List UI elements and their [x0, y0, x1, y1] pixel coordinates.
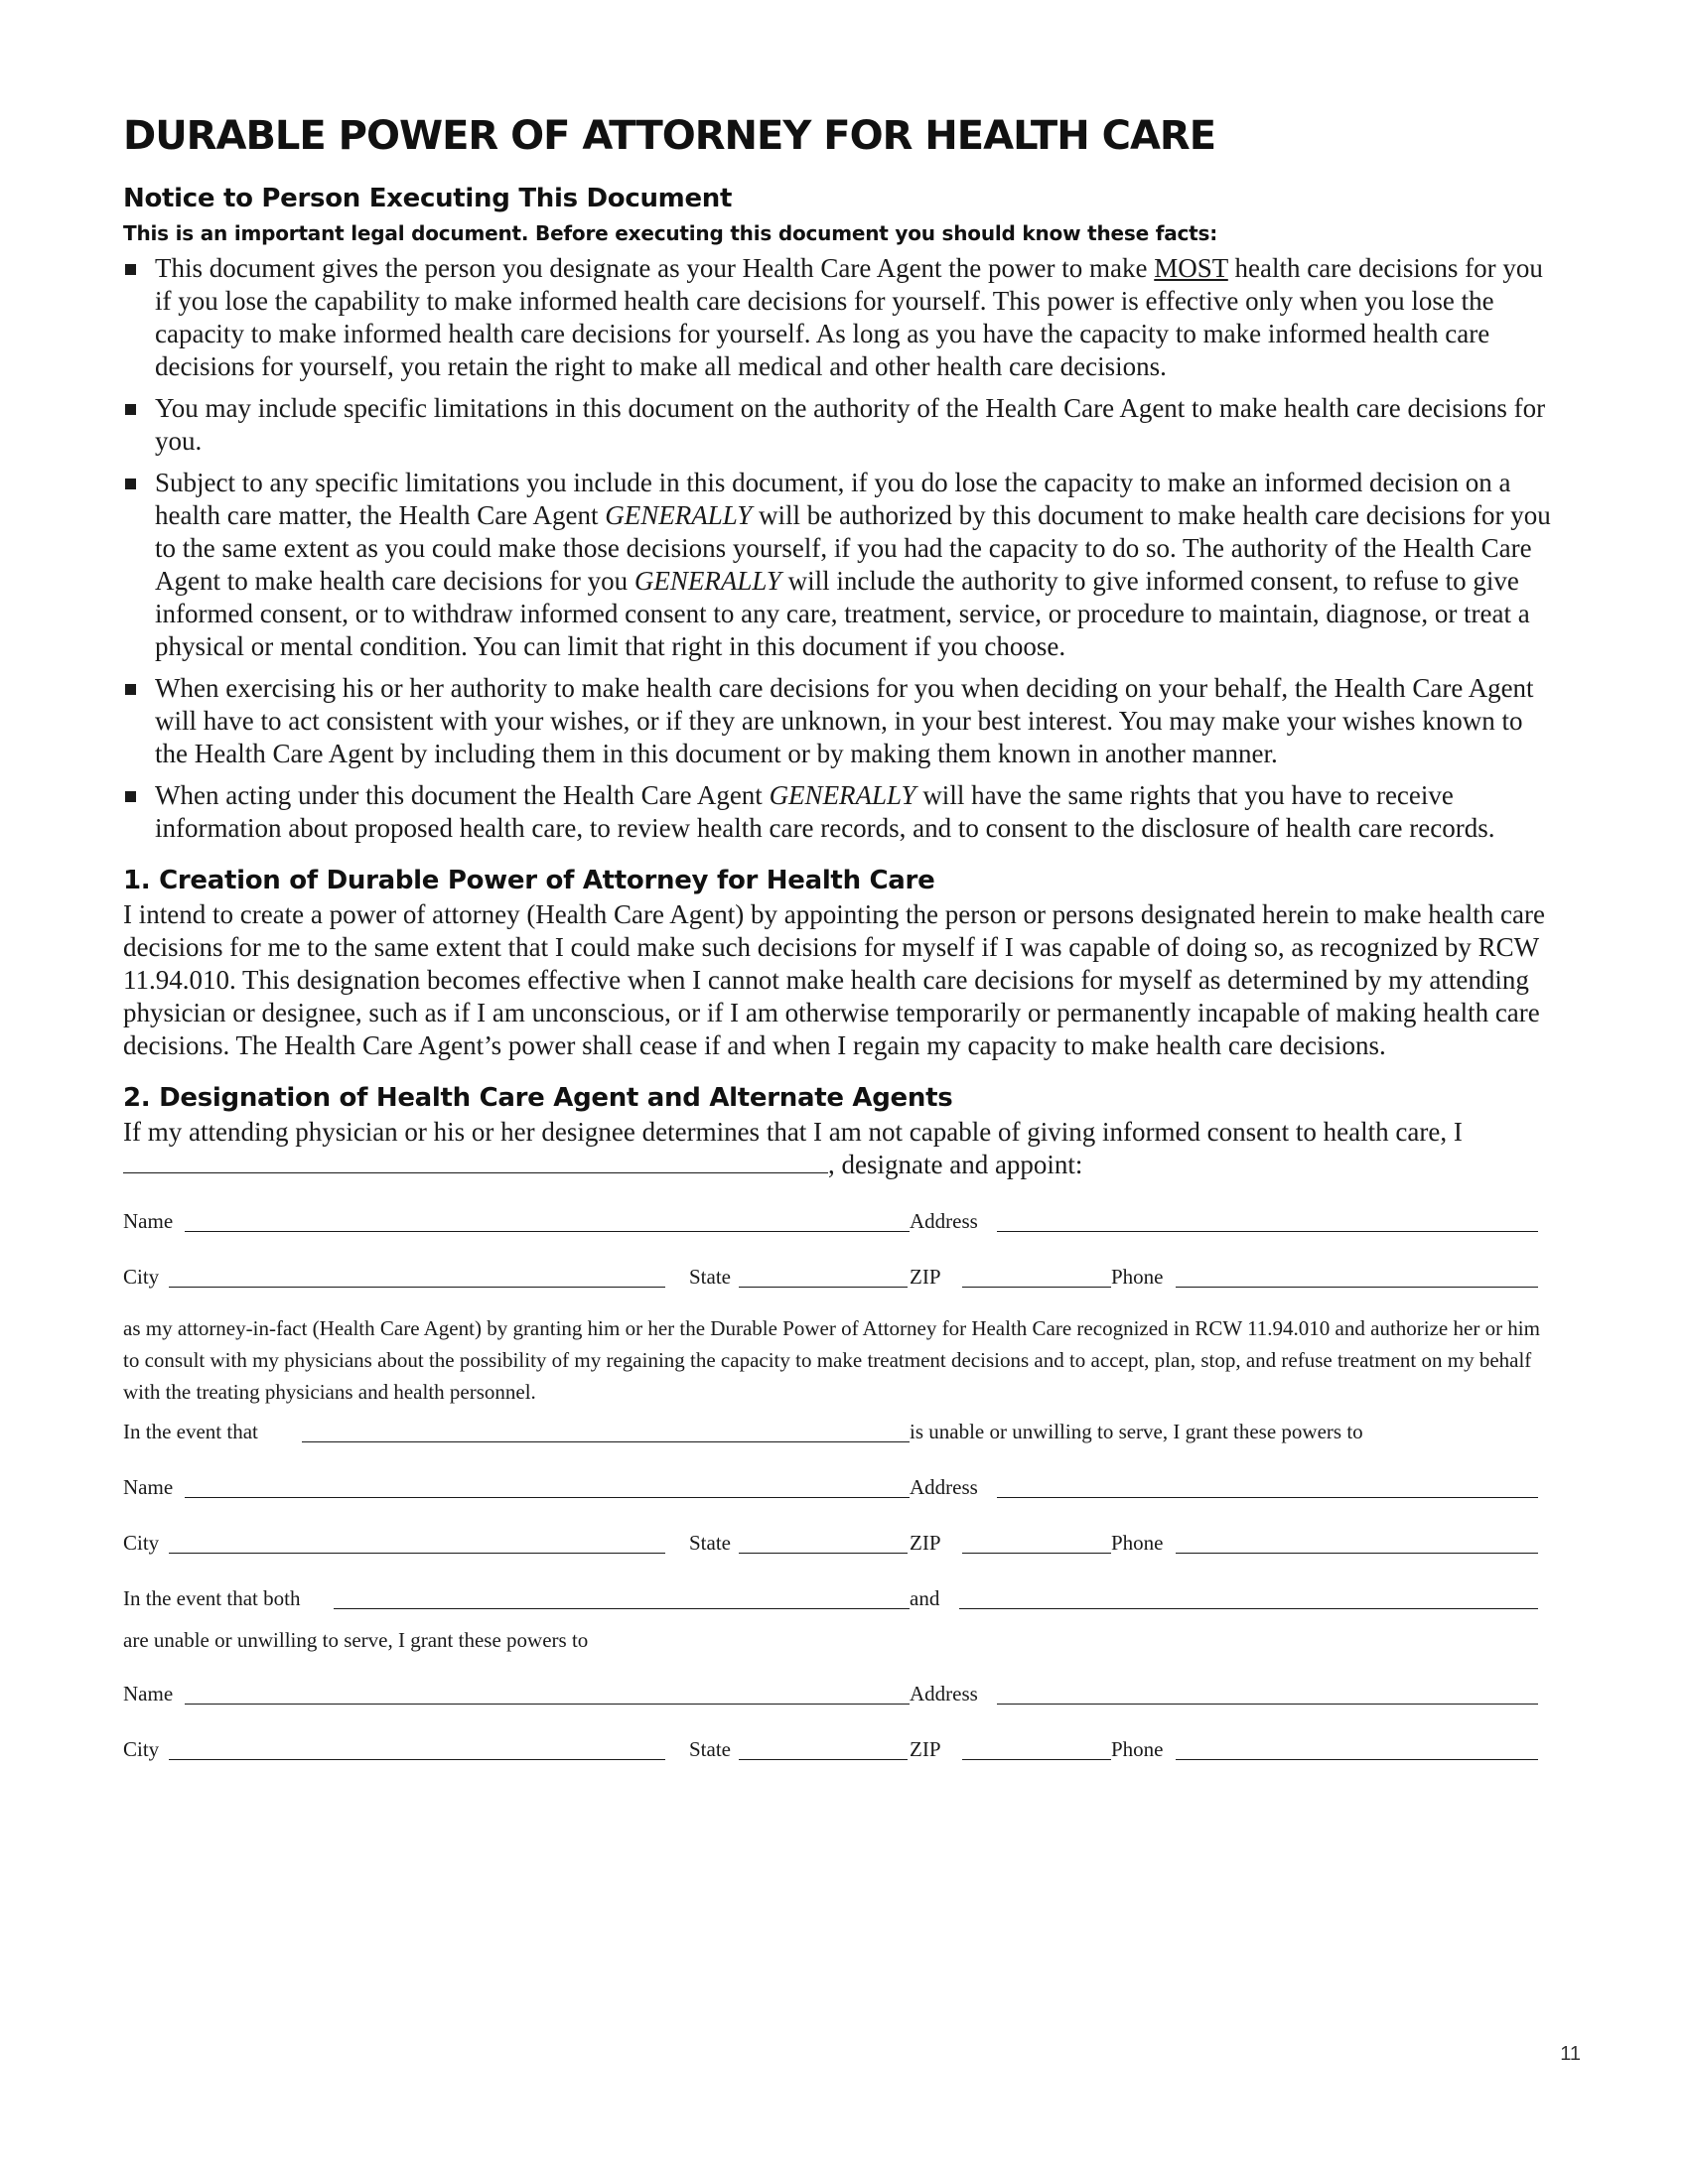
address-label: Address [910, 1209, 978, 1233]
section-2-text: If my attending physician or his or her designee determines that I am not capable of giving informed consent to health care, I , designate and appoint: [123, 1117, 1463, 1179]
address-label: Address [910, 1682, 978, 1706]
event-both-label: In the event that both [123, 1586, 301, 1610]
zip-label: ZIP [910, 1737, 941, 1761]
notice-bullet: This document gives the person you designate as your Health Care Agent the power to make MOST health care decisions for you if you lose the capability to make informed health care decisions for yourself. This power is effective only when you lose the capacity to make informed health care decisions for yourself. As long as you have the capacity to make informed health care decisions for yourself, you retain the right to make all medical and other health care decisions. [123, 252, 1553, 383]
bullet-square-icon [125, 684, 136, 695]
notice-bullet-list [123, 252, 1553, 845]
agent-2-address-field[interactable] [997, 1497, 1538, 1498]
agent-3-city-row [123, 1737, 1553, 1765]
notice-heading: Notice to Person Executing This Document [123, 184, 733, 213]
name-label: Name [123, 1475, 174, 1499]
primary-agent-name-field[interactable] [302, 1441, 910, 1442]
unable-plural-label: are unable or unwilling to serve, I grant these powers to [123, 1628, 589, 1652]
agent-1-address-field[interactable] [997, 1231, 1538, 1232]
notice-bullet: You may include specific limitations in this document on the authority of the Health Care Agent to make health care decisions for you. [123, 392, 1553, 458]
agent-2-city-field[interactable] [169, 1553, 665, 1554]
city-label: City [123, 1265, 160, 1289]
principal-name-field[interactable] [123, 1151, 828, 1173]
section-1-text: I intend to create a power of attorney (Health Care Agent) by appointing the person or persons designated herein to make health care decisions for me to the same extent that I could make such decisions for myself if I was capable of doing so, as recognized by RCW 11.94.010. This designation becomes effective when I cannot make health care decisions for myself as determined by my attending physician or designee, such as if I am unconscious, or if I am otherwise temporarily or permanently incapable of making health care decisions. The Health Care Agent’s power shall cease if and when I regain my capacity to make health care decisions. [123, 899, 1545, 1060]
bullet-square-icon [125, 404, 136, 415]
unable-plural-row [123, 1628, 1553, 1656]
unable-single-label: is unable or unwilling to serve, I grant these powers to [910, 1420, 1363, 1443]
agent-1-state-field[interactable] [739, 1287, 908, 1288]
bullet-square-icon [125, 478, 136, 489]
name-label: Name [123, 1682, 174, 1706]
name-label: Name [123, 1209, 174, 1233]
agent-3-name-field[interactable] [185, 1704, 910, 1705]
agent-1-city-field[interactable] [169, 1287, 665, 1288]
notice-intro: This is an important legal document. Before executing this document you should know these facts: [123, 221, 1218, 245]
phone-label: Phone [1111, 1265, 1164, 1289]
agent-3-phone-field[interactable] [1176, 1759, 1538, 1760]
alternate-1-event-row [123, 1420, 1553, 1447]
and-label: and [910, 1586, 940, 1610]
city-label: City [123, 1737, 160, 1761]
agent-2-state-field[interactable] [739, 1553, 908, 1554]
document-page [123, 111, 1553, 1761]
event-that-label: In the event that [123, 1420, 258, 1443]
bullet-square-icon [125, 791, 136, 802]
first-agent-name-field[interactable] [334, 1608, 910, 1609]
agent-1-phone-field[interactable] [1176, 1287, 1538, 1288]
agent-2-name-row [123, 1475, 1553, 1503]
agent-2-city-row [123, 1531, 1553, 1559]
agent-2-name-field[interactable] [185, 1497, 910, 1498]
zip-label: ZIP [910, 1531, 941, 1555]
section-1-heading: 1. Creation of Durable Power of Attorney for Health Care [123, 866, 935, 895]
zip-label: ZIP [910, 1265, 941, 1289]
state-label: State [689, 1265, 731, 1289]
agent-1-city-row [123, 1265, 1553, 1293]
address-label: Address [910, 1475, 978, 1499]
document-title: DURABLE POWER OF ATTORNEY FOR HEALTH CARE [123, 113, 1216, 159]
agent-1-zip-field[interactable] [962, 1287, 1111, 1288]
city-label: City [123, 1531, 160, 1555]
section-2-heading: 2. Designation of Health Care Agent and Alternate Agents [123, 1083, 953, 1113]
agent-1-name-field[interactable] [185, 1231, 910, 1232]
page-number: 11 [1560, 2043, 1581, 2065]
notice-bullet: When exercising his or her authority to make health care decisions for you when deciding on your behalf, the Health Care Agent will have to act consistent with your wishes, or if they are unknown, in your best interest. You may make your wishes known to the Health Care Agent by including them in this document or by making them known in another manner. [123, 672, 1553, 770]
agent-form [123, 1201, 1553, 1761]
notice-bullet: Subject to any specific limitations you include in this document, if you do lose the capacity to make an informed decision on a health care matter, the Health Care Agent GENERALLY will be authorized by this document to make health care decisions for you to the same extent as you could make those decisions yourself, if you had the capacity to do so. The authority of the Health Care Agent to make health care decisions for you GENERALLY will include the authority to give informed consent, to refuse to give informed consent, or to withdraw informed consent to any care, treatment, service, or procedure to maintain, diagnose, or treat a physical or mental condition. You can limit that right in this document if you choose. [123, 467, 1553, 663]
section-1 [123, 863, 1553, 1062]
agent-3-name-row [123, 1682, 1553, 1709]
bullet-square-icon [125, 264, 136, 275]
phone-label: Phone [1111, 1737, 1164, 1761]
section-2 [123, 1080, 1553, 1181]
second-agent-name-field[interactable] [959, 1608, 1538, 1609]
agent-3-city-field[interactable] [169, 1759, 665, 1760]
phone-label: Phone [1111, 1531, 1164, 1555]
agent-2-phone-field[interactable] [1176, 1553, 1538, 1554]
agent-3-address-field[interactable] [997, 1704, 1538, 1705]
agent-3-state-field[interactable] [739, 1759, 908, 1760]
alternate-2-event-row [123, 1586, 1553, 1614]
agent-3-zip-field[interactable] [962, 1759, 1111, 1760]
notice-bullet: When acting under this document the Health Care Agent GENERALLY will have the same rights that you have to receive information about proposed health care, to review health care records, and to consent to the disclosure of health care records. [123, 779, 1553, 845]
attorney-in-fact-text: as my attorney-in-fact (Health Care Agent) by granting him or her the Durable Power of Attorney for Health Care recognized in RCW 11.94.010 and authorize her or him to consult with my physicians about the possibility of my regaining the capacity to make treatment decisions and to accept, plan, stop, and refuse treatment on my behalf with the treating physicians and health personnel. [123, 1316, 1540, 1404]
state-label: State [689, 1737, 731, 1761]
state-label: State [689, 1531, 731, 1555]
agent-1-name-row [123, 1209, 1553, 1237]
agent-2-zip-field[interactable] [962, 1553, 1111, 1554]
